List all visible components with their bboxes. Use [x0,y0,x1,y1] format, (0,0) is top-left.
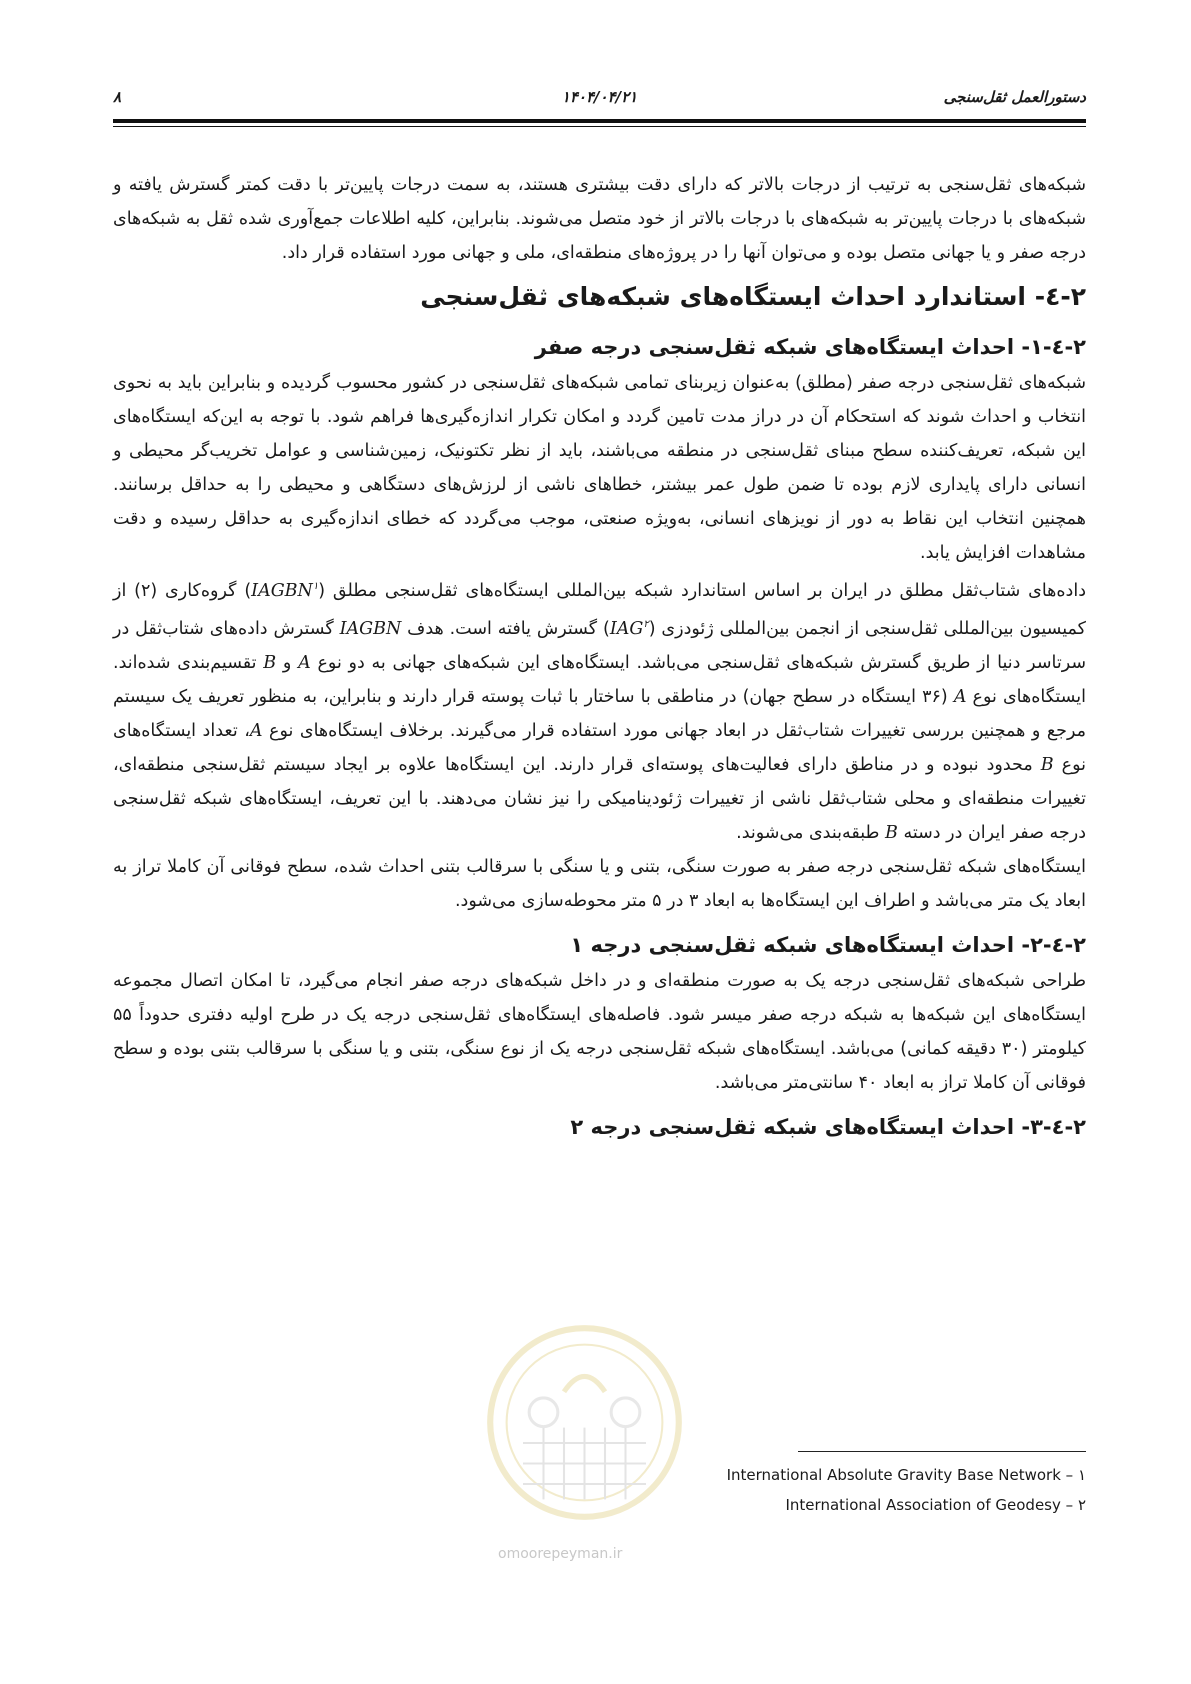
text-run: گسترش داده‌های شتاب‌ثقل در سرتاسر دنیا از طریق گسترش شبکه‌های ثقل‌سنجی می‌باشد. ایستگاه‌های این شبکه‌های جهانی به دو نوع [113,618,1087,673]
term-b: B [885,822,898,843]
section-heading: ۲-٤- استاندارد احداث ایستگاه‌های شبکه‌های ثقل‌سنجی [420,282,1086,311]
footnote-number: ۲ [1077,1496,1086,1514]
page-header [113,86,1086,114]
subsection-3-heading: ۲-٤-۳- احداث ایستگاه‌های شبکه ثقل‌سنجی درجه ۲ [570,1114,1086,1139]
subsection-1-paragraph-2 [113,570,1086,850]
footnotes [600,1460,1086,1520]
footnote-text: International Absolute Gravity Base Network [726,1466,1061,1484]
term-iagbn: IAGBN [339,618,402,639]
text-run: محدود نبوده و در مناطق دارای فعالیت‌های پوسته‌ای قرار دارند. این ایستگاه‌ها علاوه بر ایجاد سیستم ثقل‌سنجی منطقه‌ای، تغییرات منطقه‌ای و محلی شتاب‌ثقل ناشی از تغییرات ژئودینامیکی را نیز نشان می‌دهند. با این تعریف، ایستگاه‌های شبکه ثقل‌سنجی درجه صفر ایران در دسته [113,754,1086,843]
header-doc-title: دستورالعمل ثقل‌سنجی [943,88,1086,106]
text-run: طبقه‌بندی می‌شوند. [736,822,886,843]
term-iag [610,619,649,639]
header-rule-thick [113,119,1086,123]
watermark-site: omoorepeyman.ir [498,1546,623,1562]
footnote-1: International Absolute Gravity Base Network – ۱ [726,1466,1086,1484]
intro-paragraph: شبکه‌های ثقل‌سنجی به ترتیب از درجات بالاتر که دارای دقت بیشتری هستند، به سمت درجات پایین‌تر با دقت کمتر گسترش یافته و شبکه‌های با درجات پایین‌تر به شبکه‌های با درجات بالاتر از خود متصل می‌شوند. بنابراین، کلیه اطلاعات جمع‌آوری شده ثقل به شبکه‌های درجه صفر و یا جهانی متصل بوده و می‌توان آنها را در پروژه‌های منطقه‌ای، ملی و جهانی مورد استفاده قرار داد. [113,175,1086,263]
page-number: ۸ [113,88,122,106]
text-run: ، تعداد ایستگاه‌های نوع [113,720,1086,775]
footnote-rule [798,1451,1086,1452]
term-b: B [1040,754,1054,775]
term-text: IAG [609,618,644,639]
header-rule-thin [113,126,1086,127]
footnote-ref-2: ۲ [643,618,649,630]
term-iagbn [251,581,318,601]
text-run: تقسیم‌بندی شده‌اند. ایستگاه‌های نوع [113,652,1087,707]
footnote-text: International Association of Geodesy [785,1496,1061,1514]
text-run: ) گسترش یافته است. هدف [401,618,610,639]
text-run: داده‌های شتاب‌ثقل مطلق در ایران بر اساس استاندارد شبکه بین‌المللی ایستگاه‌های ثقل‌سنجی مطلق ( [318,580,1087,601]
term-a: A [298,652,311,673]
subsection-2-paragraph-1: طراحی شبکه‌های ثقل‌سنجی درجه یک به صورت منطقه‌ای و در داخل شبکه‌های درجه صفر انجام می‌گیرد، تا امکان اتصال مجموعه ایستگاه‌های این شبکه‌ها به شبکه درجه صفر میسر شود. فاصله‌های ایستگاه‌های ثقل‌سنجی درجه یک در طرح اولیه دفتری حدوداً ۵۵ کیلومتر (۳۰ دقیقه کمانی) می‌باشد. ایستگاه‌های شبکه ثقل‌سنجی درجه یک از نوع سنگی، بتنی و یا سنگی با سرقالب بتنی بوده و سطح فوقانی آن کاملا تراز به ابعاد ۴۰ سانتی‌متر می‌باشد. [113,970,1086,1093]
text-run: ) گروه‌کاری (۲) از کمیسیون بین‌المللی ثقل‌سنجی از انجمن بین‌المللی ژئودزی ( [113,580,1086,639]
text-run: (۳۶ ایستگاه در سطح جهان) در مناطقی با ساختار با ثبات پوسته قرار دارند و بنابراین، به منظور تعریف یک سیستم مرجع و همچنین بررسی تغییرات شتاب‌ثقل در ابعاد جهانی مورد استفاده قرار می‌گیرند. برخلاف ایستگاه‌های نوع [113,686,1086,741]
term-a: A [249,720,263,741]
footnote-2: International Association of Geodesy – ۲ [785,1496,1086,1514]
footnote-number: ۱ [1077,1466,1086,1484]
page-content [113,168,1086,1146]
term-a: A [953,686,967,707]
subsection-2-heading: ۲-٤-۲- احداث ایستگاه‌های شبکه ثقل‌سنجی درجه ۱ [570,932,1086,957]
subsection-1-paragraph-1: شبکه‌های ثقل‌سنجی درجه صفر (مطلق) به‌عنوان زیربنای تمامی شبکه‌های ثقل‌سنجی در کشور محسوب گردیده و بنابراین باید به نحوی انتخاب و احداث شوند که استحکام آن در دراز مدت تامین گردد و امکان تکرار اندازه‌گیری‌ها فراهم شود. با توجه به این‌که ایستگاه‌های این شبکه، تعریف‌کننده سطح مبنای ثقل‌سنجی در منطقه می‌باشند، باید از نظر تکتونیک، زمین‌شناسی و عوامل تخریب‌گر محیطی و انسانی دارای پایداری لازم بوده تا ضمن طول عمر بیشتر، خطاهای ناشی از لرزش‌های دستگاهی و محیطی را به حداقل برسانند. همچنین انتخاب این نقاط به دور از نویزهای انسانی، به‌ویژه صنعتی، موجب می‌گردد که خطای اندازه‌گیری به حداقل رسیده و دقت مشاهدات افزایش یابد. [113,373,1086,563]
subsection-1-heading: ۲-٤-۱- احداث ایستگاه‌های شبکه ثقل‌سنجی درجه صفر [534,335,1086,359]
term-b: B [263,652,277,673]
footnote-ref-1: ۱ [312,581,319,592]
subsection-1-paragraph-3: ایستگاه‌های شبکه ثقل‌سنجی درجه صفر به صورت سنگی، بتنی و یا سنگی با سرقالب بتنی احداث شده، سطح فوقانی آن کاملا تراز به ابعاد یک متر می‌باشد و اطراف این ایستگاه‌ها به ابعاد ۳ در ۵ متر محوطه‌سازی می‌شود. [113,856,1086,911]
text-run: و [276,652,299,673]
header-date: ۱۴۰۴/۰۴/۲۱ [561,88,638,106]
term-text: IAGBN [251,580,313,601]
